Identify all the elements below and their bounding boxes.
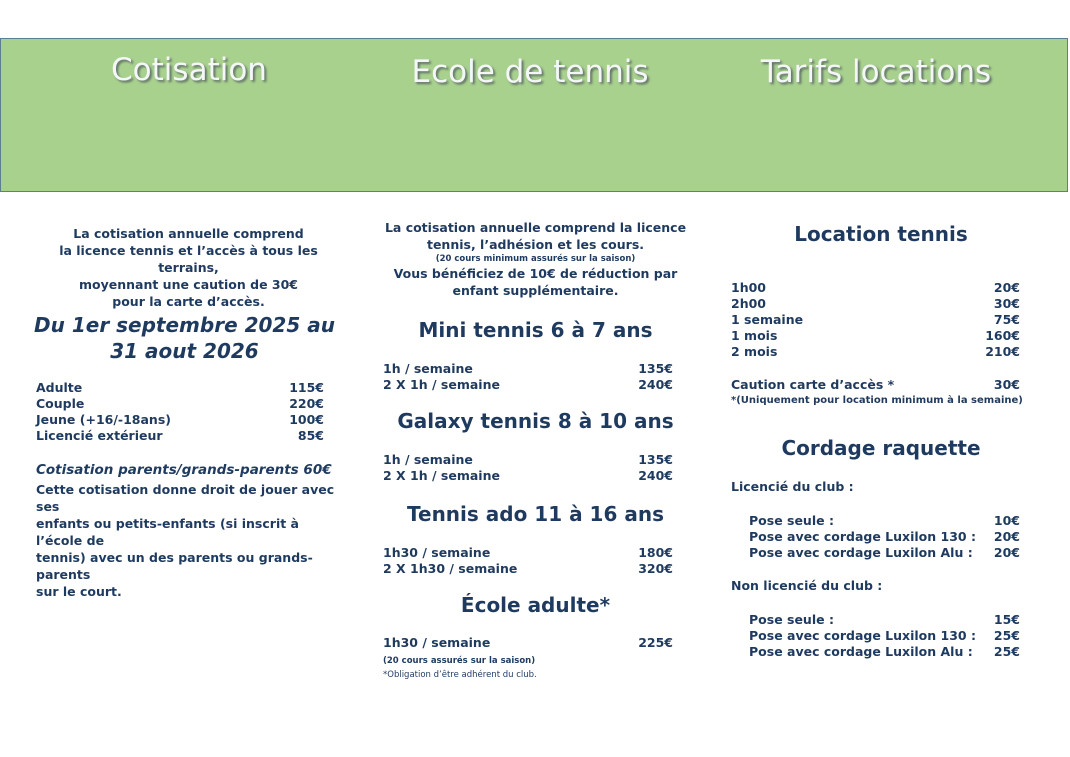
- price-row: 1 semaine 75€: [731, 312, 1020, 327]
- ecole-title: Ecole de tennis: [411, 54, 649, 90]
- caution-row: Caution carte d’accès * 30€ *(Uniquement pour location minimum à la semaine): [731, 377, 1020, 409]
- price-row: Pose seule : 15€: [749, 612, 1020, 627]
- price-row: 1h / semaine 135€: [383, 452, 673, 467]
- intro-line: moyennant une caution de 30€: [78, 277, 299, 292]
- intro-line: La cotisation annuelle comprend: [73, 226, 304, 241]
- location-tennis-title: Location tennis: [794, 222, 968, 246]
- ecole-intro: La cotisation annuelle comprend la licence tennis, l’adhésion et les cours. (20 cours minimum assurés sur la saison) Vous bénéficiez de 10€ de réduction par enfant supplémentaire.: [384, 220, 687, 298]
- ecole-adulte-title: École adulte*: [460, 593, 611, 617]
- cotisation-intro: [36, 225, 341, 310]
- price-row: Pose avec cordage Luxilon Alu : 25€: [749, 644, 1020, 659]
- price-row: 1h30 / semaine 180€: [383, 545, 673, 560]
- licencie-title: Licencié du club :: [731, 479, 854, 494]
- section-title: Mini tennis 6 à 7 ans: [418, 318, 653, 342]
- price-row: Couple 220€: [36, 396, 324, 411]
- price-row: 1 mois 160€: [731, 328, 1020, 343]
- price-row: 1h / semaine 135€: [383, 361, 673, 376]
- section-rows: [383, 452, 673, 484]
- non-licencie-title: Non licencié du club :: [731, 578, 883, 593]
- price-row: 2 X 1h30 / semaine 320€: [383, 561, 673, 576]
- section-rows: [383, 545, 673, 577]
- price-row: Pose avec cordage Luxilon Alu : 20€: [749, 545, 1020, 560]
- caution-note: *(Uniquement pour location minimum à la semaine): [731, 395, 1023, 406]
- price-row: Adulte 115€: [36, 380, 324, 395]
- non-licencie-rows: [731, 612, 1020, 660]
- season-period: [32, 312, 337, 364]
- price-row: Pose avec cordage Luxilon 130 : 20€: [749, 529, 1020, 544]
- cotisation-title: Cotisation: [111, 52, 267, 88]
- licencie-rows: [731, 513, 1020, 561]
- section-title: Tennis ado 11 à 16 ans: [407, 502, 664, 526]
- parents-text: Cette cotisation donne droit de jouer avec ses enfants ou petits-enfants (si inscrit à l’école de tennis) avec un des parents ou grands-parents sur le court.: [36, 482, 335, 599]
- price-row: 2 X 1h / semaine 240€: [383, 468, 673, 483]
- price-row: Pose avec cordage Luxilon 130 : 25€: [749, 628, 1020, 643]
- period-line: 31 aout 2026: [110, 339, 259, 363]
- price-row: 1h00 20€: [731, 280, 1020, 295]
- intro-line: la licence tennis et l’accès à tous les terrains,: [59, 243, 318, 275]
- location-rows: [731, 280, 1020, 360]
- section-title: Galaxy tennis 8 à 10 ans: [397, 409, 674, 433]
- footnote: *Obligation d’être adhérent du club.: [383, 670, 537, 680]
- intro-line: pour la carte d’accès.: [112, 294, 265, 309]
- price-row: 2 mois 210€: [731, 344, 1020, 359]
- price-row: Jeune (+16/-18ans) 100€: [36, 412, 324, 427]
- price-row: Licencié extérieur 85€: [36, 428, 324, 443]
- cotisation-price-list: [36, 380, 324, 444]
- ecole-adulte-row: 1h30 / semaine (20 cours assurés sur la saison) 225€ *Obligation d’être adhérent du club.: [383, 635, 673, 680]
- period-line: Du 1er septembre 2025 au: [34, 313, 335, 337]
- parents-title: Cotisation parents/grands-parents 60€: [36, 462, 332, 478]
- price-row: 2 X 1h / semaine 240€: [383, 377, 673, 392]
- section-rows: [383, 361, 673, 393]
- cordage-title: Cordage raquette: [781, 436, 981, 460]
- tarifs-title: Tarifs locations: [760, 54, 992, 90]
- price-row: Pose seule : 10€: [749, 513, 1020, 528]
- price-row: 2h00 30€: [731, 296, 1020, 311]
